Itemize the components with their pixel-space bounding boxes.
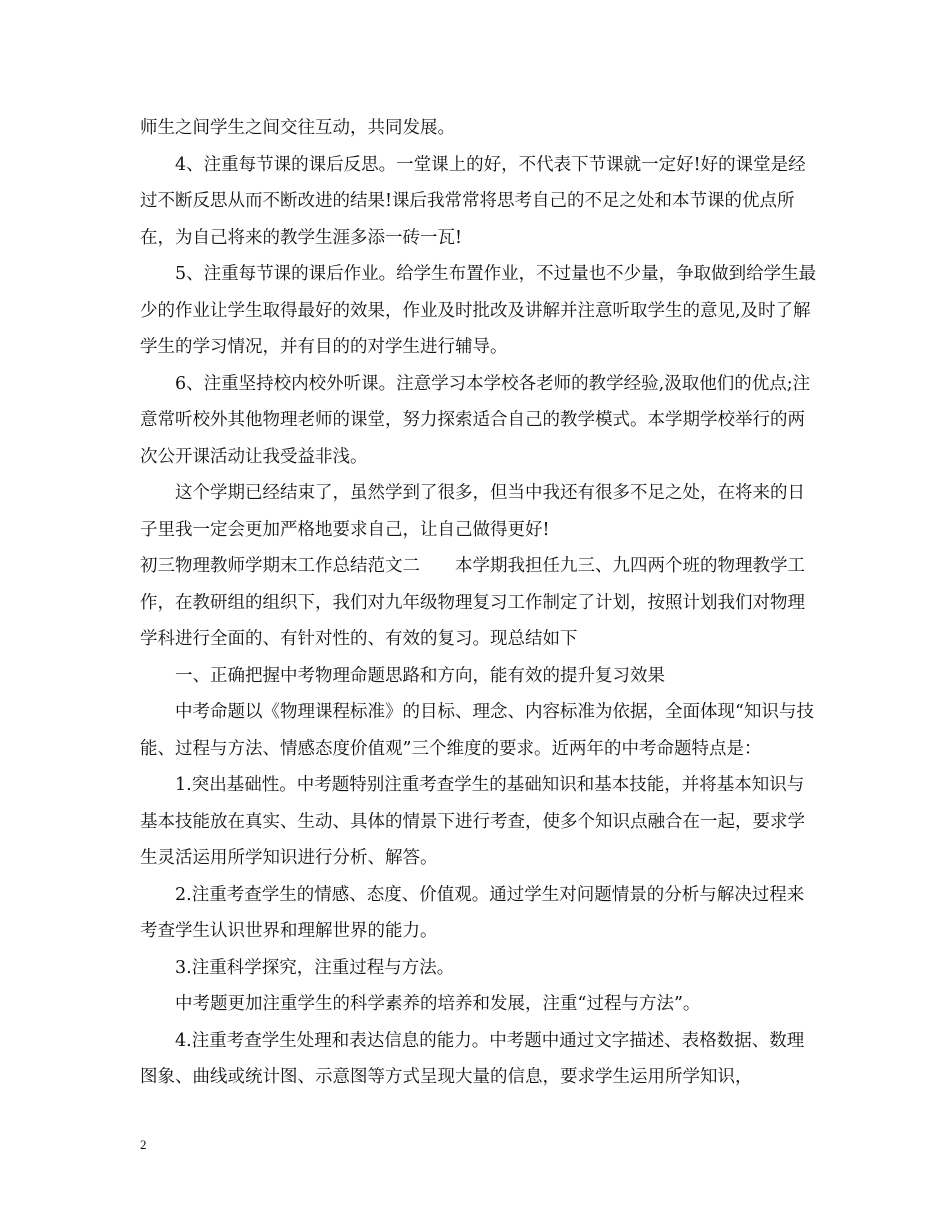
paragraph-6: 初三物理教师学期末工作总结范文二 本学期我担任九三、九四两个班的物理教学工作，在教研组的组织下，我们对九年级物理复习工作制定了计划，按照计划我们对物理学科进行全面的、有针对性的、有效的复习。现总结如下 [140, 556, 805, 649]
list-item-1: 1.突出基础性。中考题特别注重考查学生的基础知识和基本技能，并将基本知识与基本技能放在真实、生动、具体的情景下进行考查，使多个知识点融合在一起，要求学生灵活运用所学知识进行分析、解答。 [140, 775, 805, 868]
paragraph-3: 5、注重每节课的课后作业。给学生布置作业，不过量也不少量，争取做到给学生最少的作业让学生取得最好的效果，作业及时批改及讲解并注意听取学生的意见,及时了解学生的学习情况，并有目的的对学生进行辅导。 [140, 264, 817, 357]
paragraph-2: 4、注重每节课的课后反思。一堂课上的好，不代表下节课就一定好!好的课堂是经过不断反思从而不断改进的结果!课后我常常将思考自己的不足之处和本节课的优点所在，为自己将来的教学生涯多添一砖一瓦! [140, 154, 806, 248]
list-item-3: 3.注重科学探究，注重过程与方法。 [175, 957, 455, 978]
paragraph-12: 中考题更加注重学生的科学素养的培养和发展，注重“过程与方法”。 [175, 994, 701, 1014]
document-body [140, 110, 820, 1096]
list-item-4: 4.注重考查学生处理和表达信息的能力。中考题中通过文字描述、表格数据、数理图象、曲线或统计图、示意图等方式呈现大量的信息，要求学生运用所学知识， [140, 1030, 805, 1087]
paragraph-8: 中考命题以《物理课程标准》的目标、理念、内容标准为依据，全面体现“知识与技能、过程与方法、情感态度价值观”三个维度的要求。近两年的中考命题特点是： [140, 702, 814, 759]
paragraph-5: 这个学期已经结束了，虽然学到了很多，但当中我还有很多不足之处，在将来的日子里我一定会更加严格地要求自己，让自己做得更好! [140, 483, 805, 540]
section-heading: 一、正确把握中考物理命题思路和方向，能有效的提升复习效果 [175, 665, 665, 686]
paragraph-1: 师生之间学生之间交往互动，共同发展。 [140, 118, 455, 138]
paragraph-4: 6、注重坚持校内校外听课。注意学习本学校各老师的教学经验,汲取他们的优点;注意常听校外其他物理老师的课堂，努力探索适合自己的教学模式。本学期学校举行的两次公开课活动让我受益非浅。 [140, 373, 811, 467]
list-item-2: 2.注重考查学生的情感、态度、价值观。通过学生对问题情景的分析与解决过程来考查学生认识世界和理解世界的能力。 [140, 884, 805, 941]
page-number: 2 [140, 1137, 147, 1152]
